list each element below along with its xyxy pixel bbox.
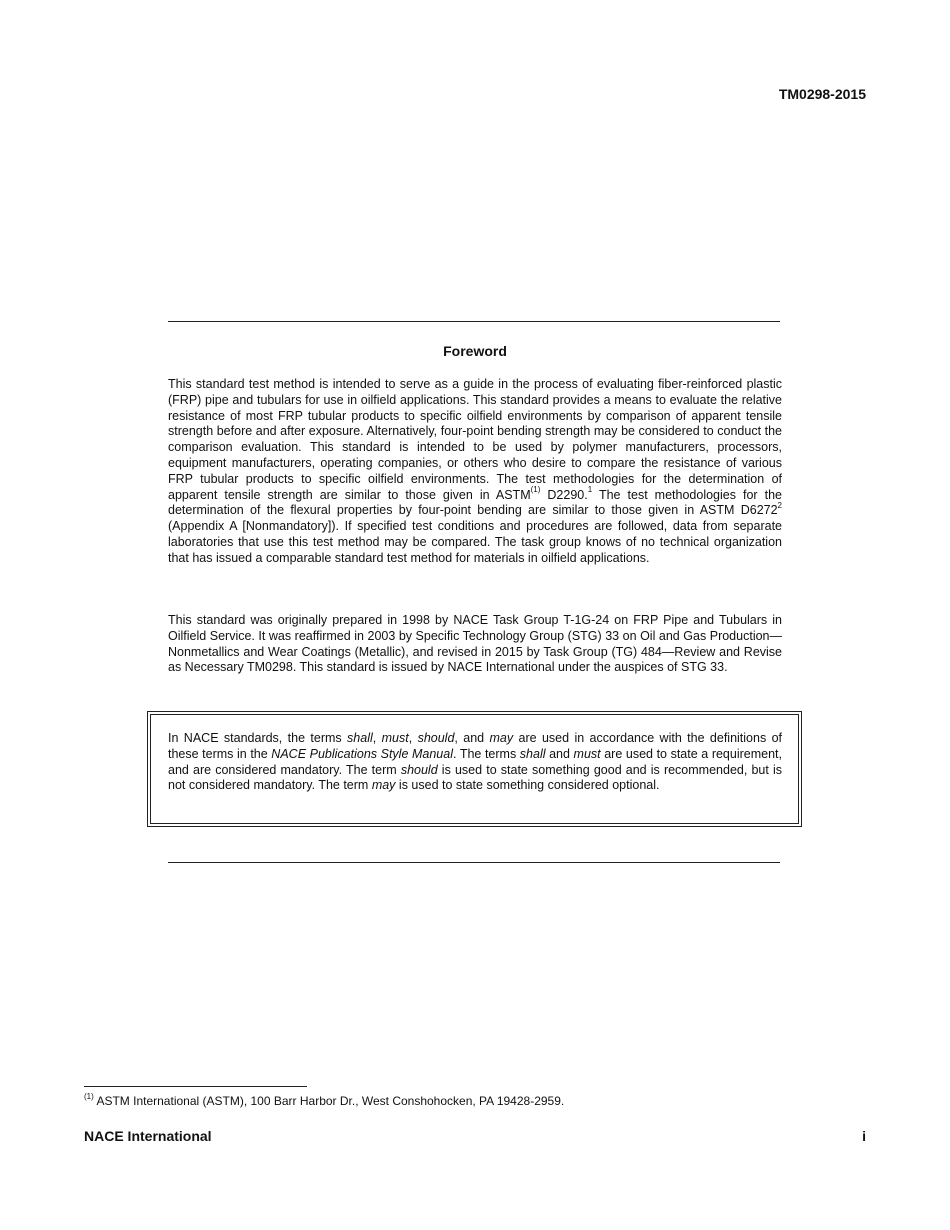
notice-text-6: is used to state something good and is recommended, but is not considered mandatory. The term (168, 762, 783, 793)
notice-text-3: . The terms (452, 746, 520, 761)
footnote-text: ASTM International (ASTM), 100 Barr Harbor Dr., West Conshohocken, PA 19428-2959. (93, 1094, 565, 1108)
term-may: may (489, 731, 514, 745)
notice-text-2: are used in accordance with the definitions of these terms in the (168, 731, 783, 761)
term-may-2: may (371, 778, 396, 793)
term-must-2: must (573, 746, 601, 761)
bottom-divider (168, 862, 780, 863)
notice-comma-1: , (372, 731, 382, 745)
term-shall-2: shall (519, 746, 546, 761)
term-should-2: should (400, 762, 438, 777)
p1-text-c: The test methodologies for the determination of the flexural properties by four-point bending are similar to those given in ASTM D6272 (168, 487, 782, 518)
footnote-marker: (1) (84, 1092, 94, 1101)
notice-and: , and (454, 731, 490, 745)
reference-1-marker: 1 (587, 485, 593, 495)
term-must: must (381, 731, 409, 745)
notice-text-1: In NACE standards, the terms (168, 731, 348, 745)
notice-text (168, 731, 782, 794)
foreword-paragraph-1 (168, 377, 782, 567)
notice-text-5: are used to state a requirement, and are considered mandatory. The term (168, 746, 782, 777)
reference-2-marker: 2 (777, 501, 782, 511)
foreword-paragraph-2: This standard was originally prepared in 1998 by NACE Task Group T-1G-24 on FRP Pipe and Tubulars in Oilfield Service. It was reaffirmed in 2003 by Specific Technology Group (STG) 33 on Oil and Gas Production—Nonmetallics and Wear Coatings (Metallic), and revised in 2015 by Task Group (TG) 484—Review and Revise as Necessary TM0298. This standard is issued by NACE International under the auspices of STG 33. (168, 613, 782, 675)
term-should: should (417, 731, 455, 745)
top-divider (168, 321, 780, 322)
notice-comma-2: , (408, 731, 418, 745)
p1-text-d: (Appendix A [Nonmandatory]). If specified test conditions and procedures are followed, data from separate laboratories that use this test method may be compared. The task group knows of no technical organization that has issued a comparable standard test method for materials in oilfield applications. (168, 519, 782, 565)
footnote-divider (84, 1086, 307, 1087)
document-code: TM0298-2015 (778, 86, 866, 102)
footnote (84, 1094, 564, 1108)
astm-footnote-ref: (1) (530, 485, 541, 495)
term-shall: shall (347, 731, 373, 745)
notice-text-4: and (545, 746, 574, 761)
notice-text-7: is used to state something considered optional. (395, 778, 660, 793)
page-number: i (862, 1128, 866, 1144)
p1-text-b: D2290. (540, 487, 588, 502)
footer-organization: NACE International (84, 1128, 212, 1144)
foreword-title: Foreword (443, 343, 507, 359)
style-manual-title: NACE Publications Style Manual (271, 746, 453, 761)
p1-text-a: This standard test method is intended to serve as a guide in the process of evaluating fiber-reinforced plastic (FRP) pipe and tubulars for use in oilfield applications. This standard provides a means to evaluate the relative resistance of most FRP tubular products to specific oilfield environments by comparison of apparent tensile strength before and after exposure. Alternatively, four-point bending strength may be considered to conduct the comparison evaluation. This standard is intended to be used by polymer manufacturers, processors, equipment manufacturers, operating companies, or others who desire to compare the resistance of various FRP tubular products to specific oilfield environments. The test methodologies for the determination of apparent tensile strength are similar to those given in ASTM (168, 377, 782, 502)
